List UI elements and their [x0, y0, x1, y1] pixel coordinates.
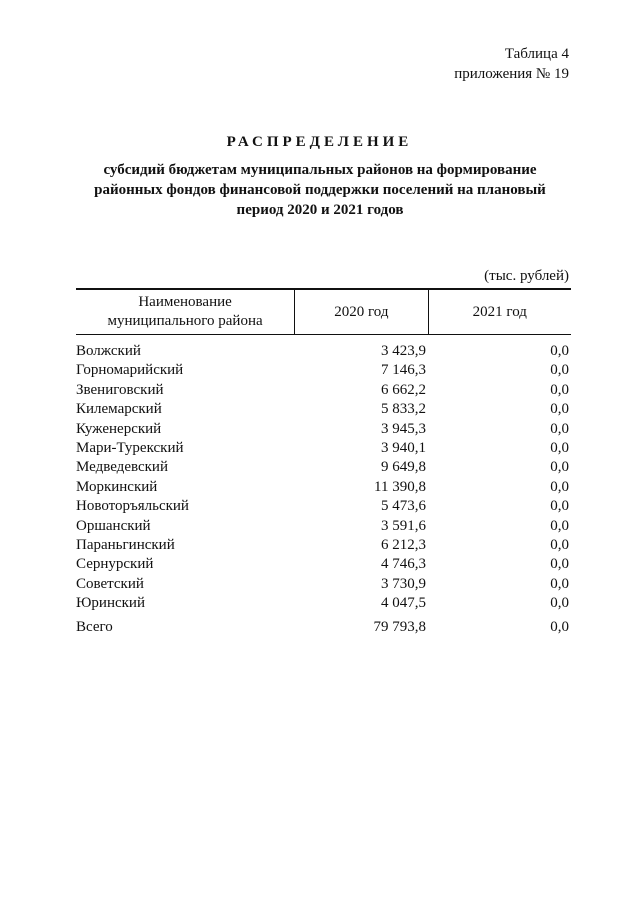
document-subtitle [70, 160, 570, 220]
table-row [76, 575, 571, 594]
total-label: Всего [76, 619, 113, 636]
value-2021: 0,0 [550, 478, 569, 495]
subtitle-line: субсидий бюджетам муниципальных районов на формирование [103, 162, 537, 178]
district-name: Горномарийский [76, 362, 184, 379]
district-name: Медведевский [76, 459, 168, 476]
value-2021: 0,0 [550, 343, 569, 359]
table-row [76, 400, 571, 419]
value-2020: 9 649,8 [381, 459, 426, 476]
header-name-line: муниципального района [107, 313, 263, 329]
table-row [76, 381, 571, 400]
district-name: Моркинский [76, 478, 158, 495]
table-row [76, 439, 571, 458]
table-row [76, 517, 571, 536]
table-body [76, 342, 571, 638]
value-2021: 0,0 [550, 595, 569, 612]
value-2021: 0,0 [550, 517, 569, 534]
value-2020: 6 662,2 [381, 381, 426, 398]
subtitle-line: районных фондов финансовой поддержки поселений на плановый [94, 182, 546, 198]
table-row [76, 420, 571, 439]
table-row [76, 458, 571, 477]
value-2021: 0,0 [550, 575, 569, 592]
header-2021-column: 2021 год [428, 290, 571, 334]
district-name: Юринский [76, 595, 145, 612]
table-row [76, 361, 571, 380]
header-2020-column: 2020 год [294, 290, 427, 334]
appendix-number: приложения № 19 [454, 66, 569, 82]
table-row [76, 536, 571, 555]
units-label: (тыс. рублей) [484, 268, 569, 284]
table-reference [454, 44, 569, 84]
value-2021: 0,0 [550, 362, 569, 379]
table-number: Таблица 4 [504, 46, 569, 62]
district-name: Мари-Турекский [76, 439, 184, 456]
value-2020: 3 423,9 [381, 343, 426, 359]
value-2021: 0,0 [550, 536, 569, 553]
district-name: Оршанский [76, 517, 151, 534]
total-2020: 79 793,8 [373, 619, 426, 636]
district-name: Сернурский [76, 556, 154, 573]
header-name-line: Наименование [138, 294, 232, 310]
value-2021: 0,0 [550, 459, 569, 476]
header-name-column [76, 290, 294, 334]
value-2020: 3 730,9 [381, 575, 426, 592]
value-2020: 3 945,3 [381, 420, 426, 437]
table-row [76, 497, 571, 516]
district-name: Куженерский [76, 420, 162, 437]
value-2021: 0,0 [550, 381, 569, 398]
table-row [76, 594, 571, 613]
value-2020: 4 746,3 [381, 556, 426, 573]
table-header [76, 288, 571, 335]
value-2021: 0,0 [550, 420, 569, 437]
table-row [76, 555, 571, 574]
value-2020: 6 212,3 [381, 536, 426, 553]
value-2020: 11 390,8 [374, 478, 426, 495]
district-name: Советский [76, 575, 144, 592]
district-name: Звениговский [76, 381, 164, 398]
value-2020: 5 473,6 [381, 498, 426, 515]
subtitle-line: период 2020 и 2021 годов [236, 202, 404, 218]
value-2021: 0,0 [550, 401, 569, 418]
table-row [76, 342, 571, 361]
value-2020: 7 146,3 [381, 362, 426, 379]
district-name: Волжский [76, 343, 141, 359]
district-name: Параньгинский [76, 536, 175, 553]
document-title: РАСПРЕДЕЛЕНИЕ [226, 134, 413, 150]
value-2020: 4 047,5 [381, 595, 426, 612]
value-2021: 0,0 [550, 498, 569, 515]
district-name: Килемарский [76, 401, 162, 418]
value-2020: 3 940,1 [381, 439, 426, 456]
value-2021: 0,0 [550, 439, 569, 456]
value-2021: 0,0 [550, 556, 569, 573]
table-row [76, 478, 571, 497]
total-2021: 0,0 [550, 619, 569, 636]
value-2020: 3 591,6 [381, 517, 426, 534]
total-row [76, 618, 571, 637]
value-2020: 5 833,2 [381, 401, 426, 418]
district-name: Новоторъяльский [76, 498, 189, 515]
